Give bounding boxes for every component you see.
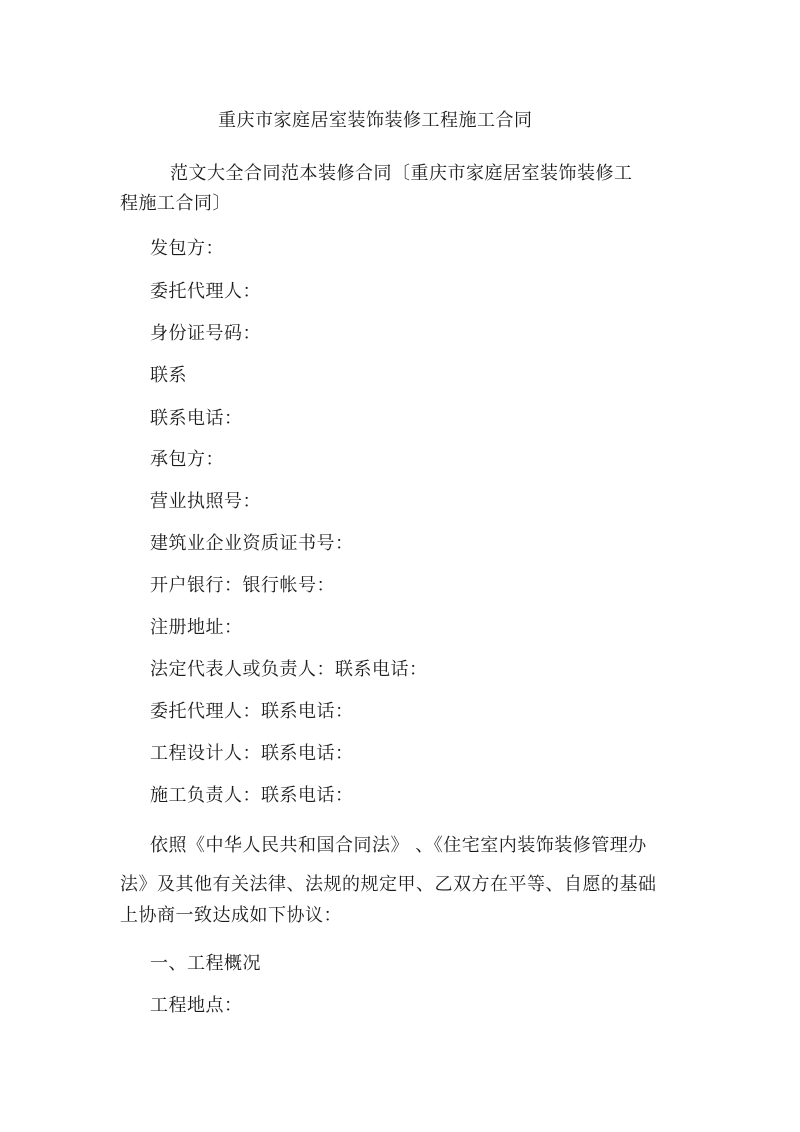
field-agent-1: 委托代理人： (150, 281, 261, 302)
field-project-location: 工程地点： (150, 995, 243, 1016)
field-site-manager: 施工负责人：联系电话： (150, 785, 354, 806)
section-1-heading: 一、工程概况 (150, 953, 261, 974)
subtitle-line-1: 范文大全合同范本装修合同〔重庆市家庭居室装饰装修工 (170, 163, 633, 184)
field-contact-phone: 联系电话： (150, 408, 243, 429)
field-qualification-cert: 建筑业企业资质证书号： (150, 533, 354, 554)
field-designer: 工程设计人：联系电话： (150, 743, 354, 764)
field-business-license: 营业执照号： (150, 491, 261, 512)
document-title: 重庆市家庭居室装饰装修工程施工合同 (218, 110, 533, 131)
field-id-number: 身份证号码： (150, 323, 261, 344)
field-contractor: 承包方： (150, 449, 224, 470)
subtitle-line-2: 程施工合同〕 (120, 193, 231, 214)
basis-line-3: 上协商一致达成如下协议： (120, 905, 342, 926)
field-legal-rep: 法定代表人或负责人：联系电话： (150, 659, 428, 680)
field-contact: 联系 (150, 365, 187, 386)
field-employer: 发包方： (150, 238, 224, 259)
basis-line-1: 依照《中华人民共和国合同法》 、《住宅室内装饰装修管理办 (150, 835, 647, 856)
field-bank: 开户银行：银行帐号： (150, 575, 335, 596)
basis-line-2: 法》及其他有关法律、法规的规定甲、乙双方在平等、自愿的基础 (120, 874, 657, 895)
field-agent-2: 委托代理人：联系电话： (150, 701, 354, 722)
field-reg-address: 注册地址： (150, 617, 243, 638)
